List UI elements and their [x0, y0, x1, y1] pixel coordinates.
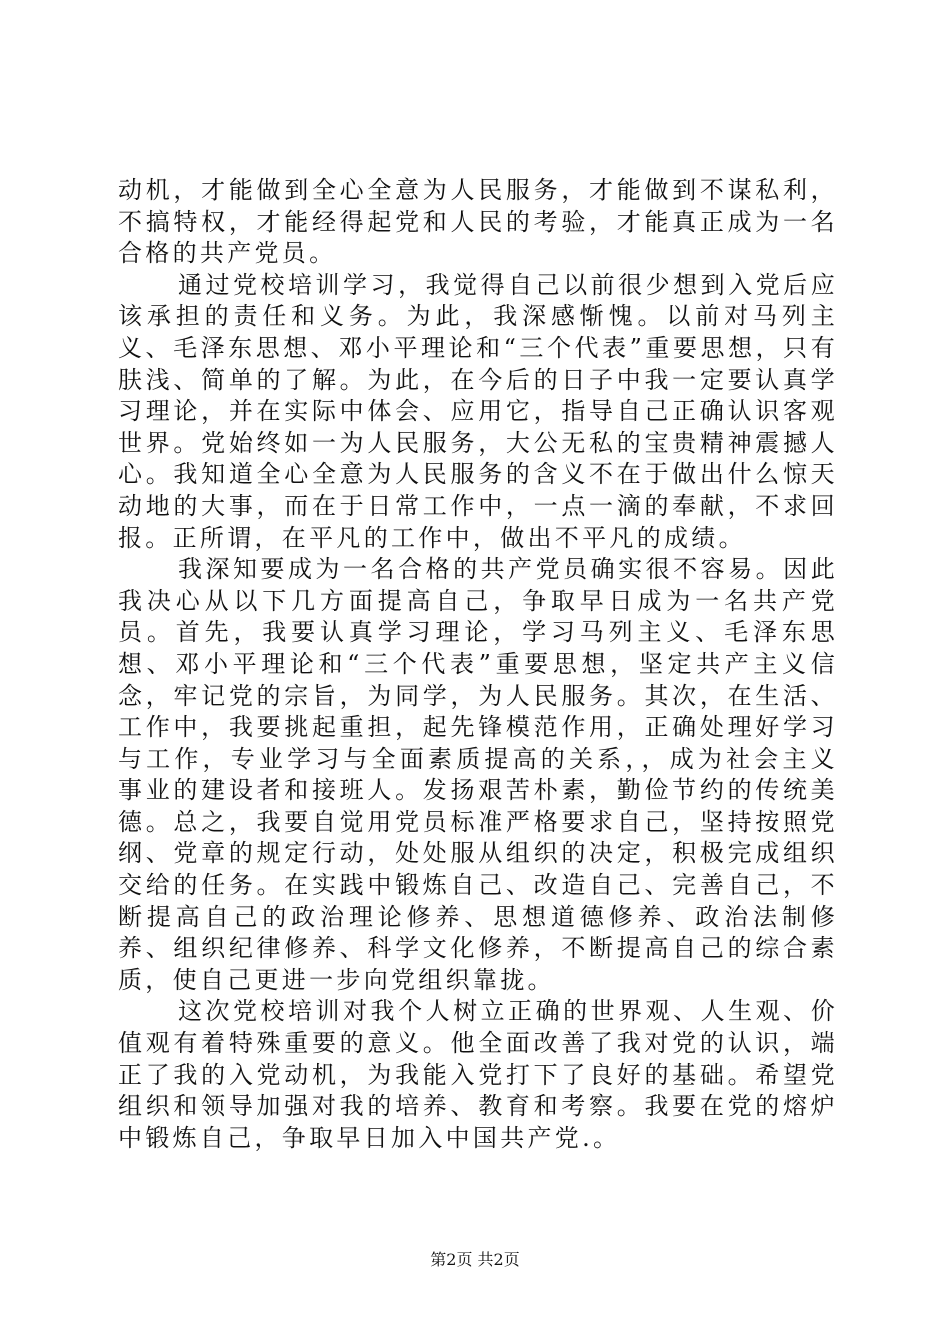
- paragraph: 通过党校培训学习，我觉得自己以前很少想到入党后应该承担的责任和义务。为此，我深感惭愧。以前对马列主义、毛泽东思想、邓小平理论和“三个代表”重要思想，只有肤浅、简单的了解。为此，在今后的日子中我一定要认真学习理论，并在实际中体会、应用它，指导自己正确认识客观世界。党始终如一为人民服务，大公无私的宝贵精神震撼人心。我知道全心全意为人民服务的含义不在于做出什么惊天动地的大事，而在于日常工作中，一点一滴的奉献，不求回报。正所谓，在平凡的工作中，做出不平凡的成绩。: [118, 270, 838, 552]
- paragraph: 这次党校培训对我个人树立正确的世界观、人生观、价值观有着特殊重要的意义。他全面改善了我对党的认识，端正了我的入党动机，为我能入党打下了良好的基础。希望党组织和领导加强对我的培养、教育和考察。我要在党的熔炉中锻炼自己，争取早日加入中国共产党.。: [118, 997, 838, 1152]
- paragraph: 我深知要成为一名合格的共产党员确实很不容易。因此我决心从以下几方面提高自己，争取早日成为一名共产党员。首先，我要认真学习理论，学习马列主义、毛泽东思想、邓小平理论和“三个代表”重要思想，坚定共产主义信念，牢记党的宗旨，为同学，为人民服务。其次，在生活、工作中，我要挑起重担，起先锋模范作用，正确处理好学习与工作，专业学习与全面素质提高的关系，，成为社会主义事业的建设者和接班人。发扬艰苦朴素，勤俭节约的传统美德。总之，我要自觉用党员标准严格要求自己，坚持按照党纲、党章的规定行动，处处服从组织的决定，积极完成组织交给的任务。在实践中锻炼自己、改造自己、完善自己，不断提高自己的政治理论修养、思想道德修养、政治法制修养、组织纪律修养、科学文化修养，不断提高自己的综合素质，使自己更进一步向党组织靠拢。: [118, 555, 838, 994]
- page-number-footer: 第2页 共2页: [430, 1250, 520, 1269]
- paragraph-continuation: 动机，才能做到全心全意为人民服务，才能做到不谋私利，不搞特权，才能经得起党和人民的考验，才能真正成为一名合格的共产党员。: [118, 176, 838, 268]
- document-body: [118, 175, 838, 1154]
